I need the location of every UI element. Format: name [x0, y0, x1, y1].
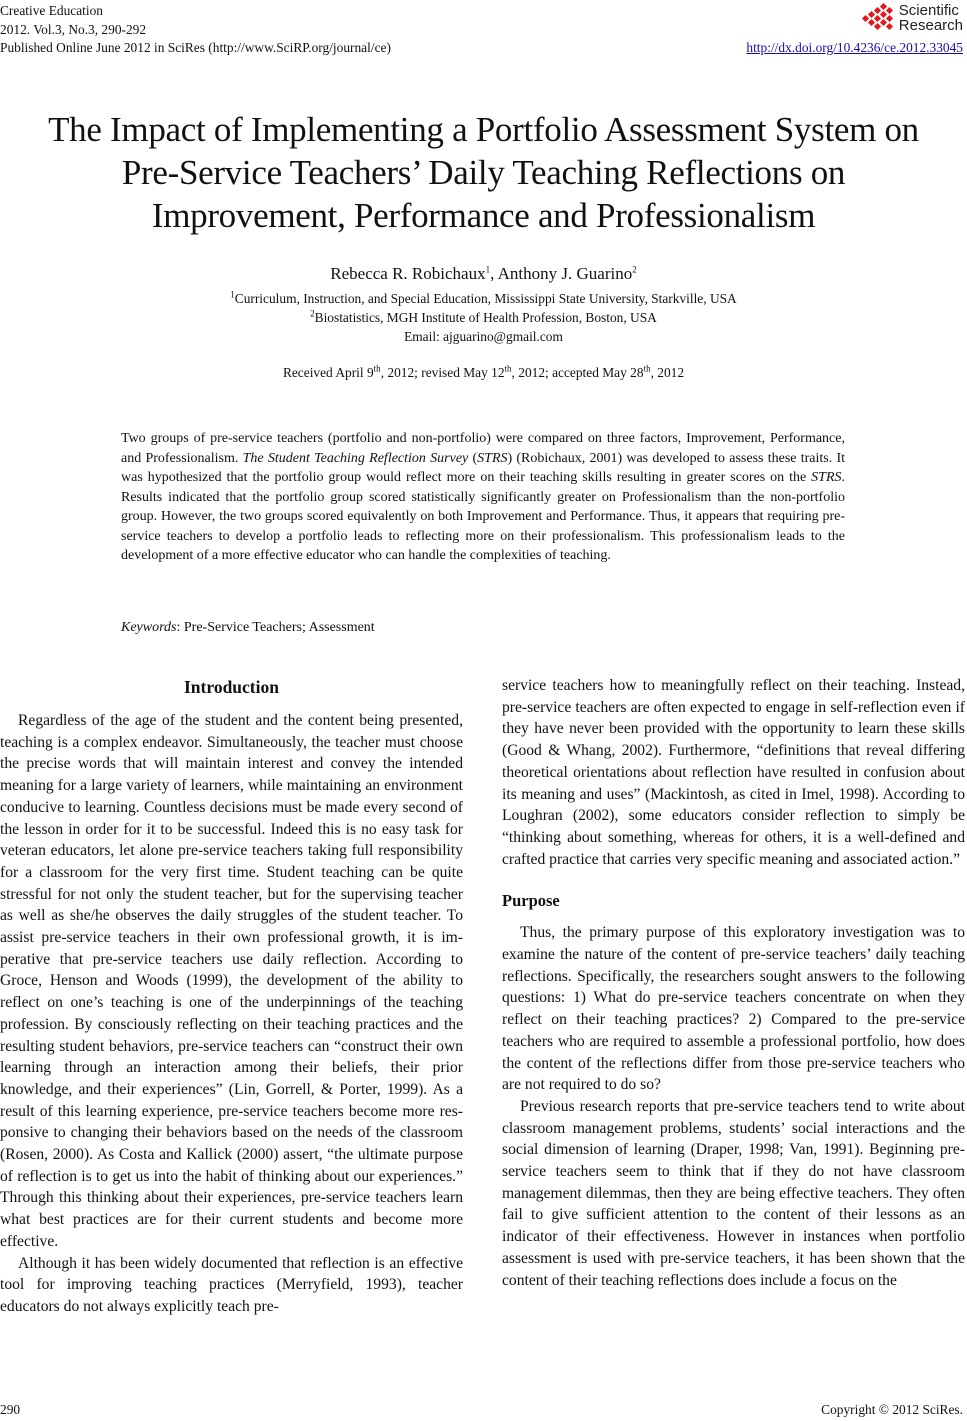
affiliation-1: $^1$Curriculum, Instruction, and Special Education, Mississippi State University, Starkville, USA [230, 289, 737, 306]
volume-info: 2012. Vol.3, No.3, 290-292 [0, 21, 147, 37]
publisher-block [746, 0, 963, 56]
author-email: Email: ajguarino@gmail.com [404, 329, 563, 344]
publication-info: Published Online June 2012 in SciRes (http://www.SciRP.org/journal/ce) [0, 40, 391, 55]
intro-paragraph-1: Regardless of the age of the student and the content being presented, teaching is a complex endeavor. Simultaneously, the teacher must choose the precise words that will maintain interest and convey the intended meaning for a large variety of learners, while maintaining an environment conducive to learning. Countless decisions must be made every second of the lesson in order for it to be successful. Indeed this is no easy task for veteran educators, let alone pre-service teachers taking full responsibility for a classroom for the very first time. Student teaching can be quite stressful for not only the student teacher, but for the supervising teacher as well as she/he observes the daily struggles of the student teacher. To assist pre-service teachers in their own professional growth, it is imperative that pre-service teachers use daily reflection. According to Groce, Henson and Woods (1999), the development of the ability to reflect on one’s teaching is one of the underpinnings of the teaching profession. By consciously reflecting on their teaching practices and the resulting student behaviors, pre-service teachers can “construct their own learning through an interaction among their beliefs, their prior knowledge, and their experiences” (Lin, Gorrell, & Porter, 1999). As a result of this learning experience, pre-service teachers become more responsive to changing their behaviors based on the needs of the classroom (Rosen, 2000). As Costa and Kallick (2000) assert, “the ultimate purpose of reflection is to get us into the habit of thinking about our experiences.” Through this thinking about their experiences, pre-service teachers learn what best practices are for their current students and become more effective. [0, 712, 463, 1250]
abstract: Two groups of pre-service teachers (portfolio and non-portfolio) were compared on three factors, Improvement, Performance, and Professionalism. The Student Teaching Reflection Survey (STRS) (Robichaux, 2001) was developed to assess these traits. It was hypothesized that the portfolio group would reflect more on their teaching skills resulting in greater scores on the STRS. Results indicated that the portfolio group scored statistically significantly greater on Professionalism than the non-portfolio group. However, the two groups scored equivalently on both Improvement and Performance. Thus, it appears that requiring pre-service teachers to develop a portfolio leads to reflecting more on their professionalism. This professionalism leads to the development of a more effective educator who can handle the complexities of teaching. [121, 431, 846, 563]
intro-paragraph-2-continued: service teachers how to meaningfully reflect on their teaching. Instead, pre-service teachers are often expected to engage in self-reflection even if they have never been provided with the opportunity to learn these skills (Good & Whang, 2002). Furthermore, “definitions that reveal differing theoretical orientations about reflection have resulted in confusion about its meaning and uses” (Mackintosh, as cited in Imel, 1998). According to Loughran (2002), some educators consider reflection to simply be “thinking about something, whereas for others, it is a well-defined and crafted practice that carries very specific meaning and associated action.” [502, 677, 965, 868]
running-header [0, 2, 391, 58]
author-2: Anthony J. Guarino [497, 264, 633, 283]
author-1: Rebecca R. Robichaux [330, 264, 486, 283]
keywords-label: Keywords [121, 620, 177, 635]
scientific-research-logo-icon [862, 3, 896, 33]
page-number: 290 [0, 1402, 21, 1417]
author-list: Rebecca R. Robichaux$^1$, Anthony J. Guarino$^2$ [330, 264, 637, 283]
purpose-paragraph-2: Previous research reports that pre-service teachers tend to write about classroom management problems, students’ social interactions and the social dimension of learning (Draper, 1998; Van, 1991). Beginning pre-service teachers seem to think that if they do not have classroom management dilemmas, then they are being effective teachers. They often fail to give sufficient attention to the content of their lessons as an indicator of their effectiveness. However in instances when portfolio assessment is used with pre-service teachers, it has been shown that the content of their teaching reflections does include a focus on the [502, 1097, 965, 1289]
intro-paragraph-2: Although it has been widely documented that reflection is an effective tool for improving teaching practices (Merryfield, 1993), teacher educators do not always explicitly teach pre- [0, 1254, 463, 1315]
title-line-3: Improvement, Performance and Professionalism [151, 196, 816, 235]
left-column [0, 676, 463, 1318]
journal-name: Creative Education [0, 3, 103, 18]
right-column [502, 675, 965, 1291]
submission-dates: Received April 9th, 2012; revised May 12th, 2012; accepted May 28th, 2012 [282, 363, 685, 380]
affiliation-2: $^2$Biostatistics, MGH Institute of Health Profession, Boston, USA [310, 308, 657, 325]
doi-link[interactable]: http://dx.doi.org/10.4236/ce.2012.33045 [746, 40, 963, 55]
section-heading-introduction: Introduction [184, 677, 279, 697]
publisher-logo [746, 0, 963, 36]
publisher-name: Scientific Research [898, 2, 963, 34]
purpose-paragraph-1: Thus, the primary purpose of this exploratory investigation was to examine the nature of the content of pre-service teachers’ daily teaching reflections. Specifically, the researchers sought answers to the following questions: 1) What do pre-service teachers concentrate on when they reflect on their teaching practices? 2) Compared to the pre-service teachers who are required to assemble a professional portfolio, how does the content of the reflections differ from those pre-service teachers who are not required to do so? [502, 924, 965, 1094]
paper-title [0, 108, 967, 237]
copyright-notice: Copyright © 2012 SciRes. [821, 1402, 963, 1417]
keywords [121, 620, 375, 636]
keywords-value: : Pre-Service Teachers; Assessment [176, 620, 375, 635]
section-heading-purpose: Purpose [502, 891, 560, 911]
title-line-1: The Impact of Implementing a Portfolio Assessment System on [48, 110, 919, 149]
title-line-2: Pre-Service Teachers’ Daily Teaching Reflections on [121, 153, 846, 192]
survey-name: The Student Teaching Reflection Survey [242, 450, 469, 466]
